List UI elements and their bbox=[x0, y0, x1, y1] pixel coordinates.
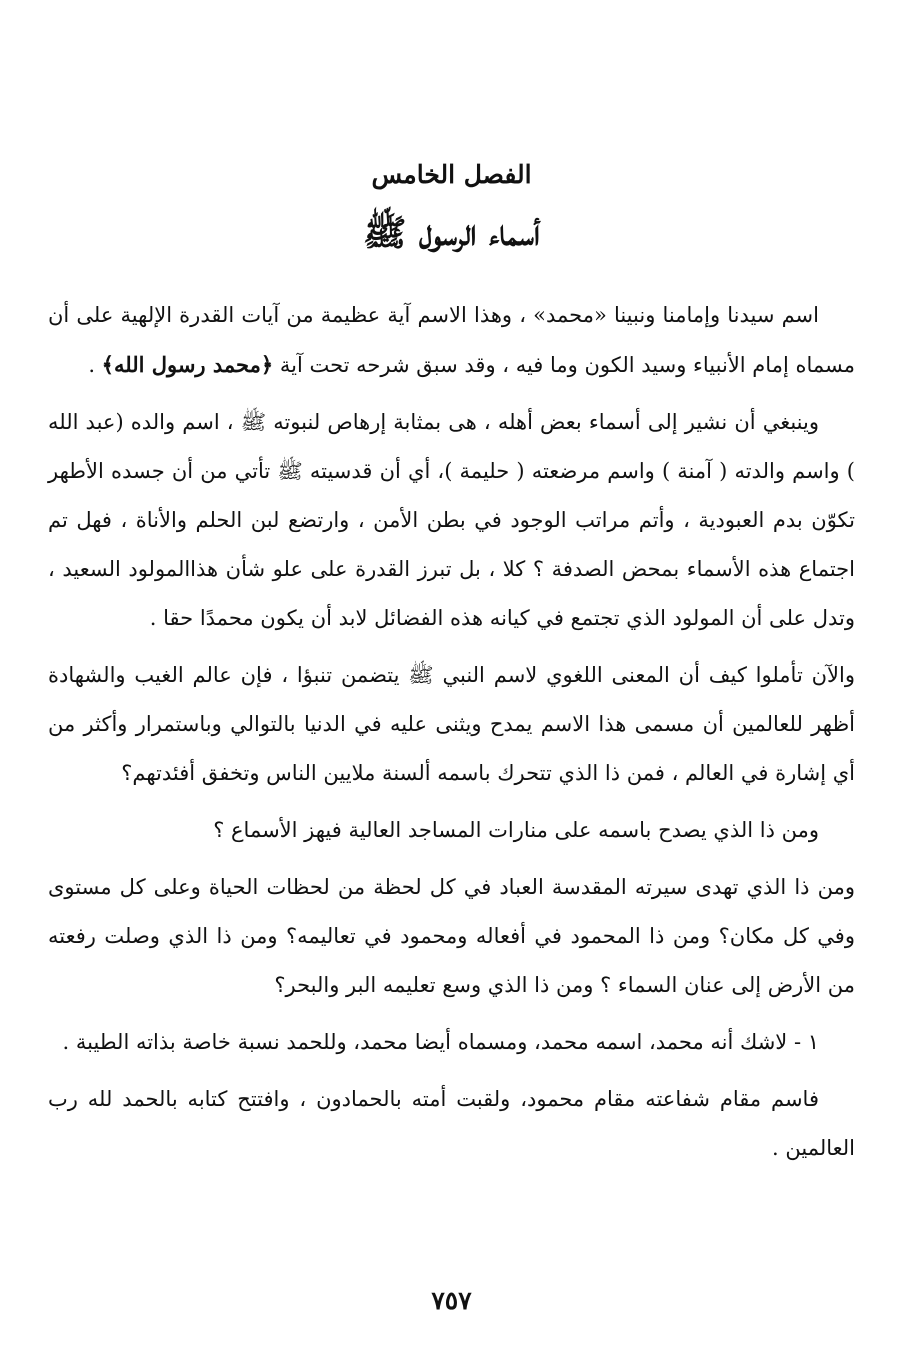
paragraph-1 bbox=[48, 291, 855, 390]
quran-verse-reference: ﴿محمد رسول الله﴾ bbox=[101, 352, 274, 377]
paragraph-4: ومن ذا الذي يصدح باسمه على منارات المساجد العالية فيهز الأسماع ؟ bbox=[213, 818, 819, 842]
paragraph-7: فاسم مقام شفاعته مقام محمود، ولقبت أمته بالحمادون ، وافتتح كتابه بالحمد لله رب العالمين . bbox=[48, 1087, 855, 1160]
paragraph-3: والآن تأملوا كيف أن المعنى اللغوي لاسم النبي ﷺ يتضمن تنبؤا ، فإن عالم الغيب والشهادة أظهر للعالمين أن مسمى هذا الاسم يمدح ويثنى عليه في الدنيا بالتوالي وباستمرار وأكثر من أي إشارة في العالم ، فمن ذا الذي تتحرك باسمه ألسنة ملايين الناس وتخفق أفئدتهم؟ bbox=[48, 663, 855, 785]
paragraph-1-end: . bbox=[88, 353, 102, 377]
page-title: أسماء الرسول ﷺ bbox=[362, 212, 541, 254]
chapter-heading: الفصل الخامس bbox=[371, 160, 532, 189]
paragraph-5: ومن ذا الذي تهدى سيرته المقدسة العباد في كل لحظة من لحظات الحياة وعلى كل مستوى وفي كل مكان؟ ومن ذا المحمود في أفعاله ومحمود في تعاليمه؟ ومن ذا الذي وصلت رفعته من الأرض إلى عنان السماء ؟ ومن ذا الذي وسع تعليمه البر والبحر؟ bbox=[48, 875, 855, 997]
page-number: ٧٥٧ bbox=[431, 1286, 472, 1315]
paragraph-2: وينبغي أن نشير إلى أسماء بعض أهله ، هى بمثابة إرهاص لنبوته ﷺ ، اسم والده (عبد الله ) واسم والدته ( آمنة ) واسم مرضعته ( حليمة )، أي أن قدسيته ﷺ تأتي من أن جسده الأطهر تكوّن بدم العبودية ، وأتم مراتب الوجود في بطن الأمن ، وارتضع لبن الحلم والأناة ، فهل تم اجتماع هذه الأسماء بمحض الصدفة ؟ كلا ، بل تبرز القدرة على علو شأن هذاالمولود السعيد ، وتدل على أن المولود الذي تجتمع في كيانه هذه الفضائل لابد أن يكون محمدًا حقا . bbox=[48, 410, 855, 630]
paragraph-1-text: اسم سيدنا وإمامنا ونبينا «محمد» ، وهذا الاسم آية عظيمة من آيات القدرة الإلهية على أن مسماه إمام الأنبياء وسيد الكون وما فيه ، وقد سبق شرحه تحت آية bbox=[48, 303, 855, 377]
paragraph-6: ١ - لاشك أنه محمد، اسمه محمد، ومسماه أيضا محمد، وللحمد نسبة خاصة بذاته الطيبة . bbox=[62, 1030, 819, 1054]
